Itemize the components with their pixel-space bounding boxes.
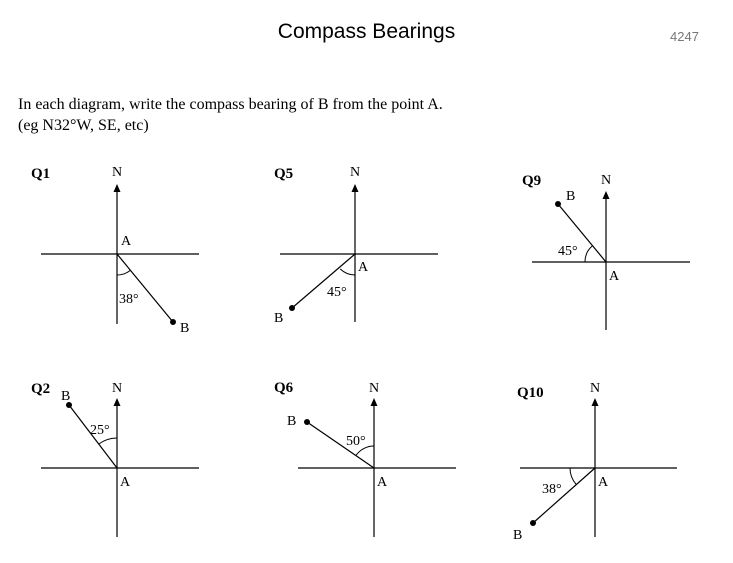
point-b-label: B xyxy=(566,189,576,204)
point-a-label: A xyxy=(598,475,609,490)
north-label: N xyxy=(111,165,123,180)
question-label: Q1 xyxy=(31,166,51,182)
point-b-label: B xyxy=(274,311,284,326)
point-b-dot xyxy=(530,520,536,526)
point-a-label: A xyxy=(609,269,620,284)
point-b-dot xyxy=(555,201,561,207)
instruction-line-2: (eg N32°W, SE, etc) xyxy=(18,117,149,134)
angle-label: 50° xyxy=(346,434,366,449)
diagram-q1 xyxy=(31,165,199,336)
point-b-dot xyxy=(304,419,310,425)
question-label: Q2 xyxy=(31,381,51,397)
question-label: Q5 xyxy=(274,166,294,182)
point-b-label: B xyxy=(180,321,190,336)
angle-label: 38° xyxy=(542,482,562,497)
angle-arc xyxy=(570,468,576,485)
worksheet-code: 4247 xyxy=(670,29,699,44)
bearing-line xyxy=(117,254,173,322)
point-b-label: B xyxy=(61,389,71,404)
angle-arc xyxy=(117,270,130,275)
angle-label: 45° xyxy=(558,244,578,259)
north-label: N xyxy=(349,165,361,180)
north-label: N xyxy=(600,173,612,188)
angle-arc xyxy=(340,269,355,275)
point-a-label: A xyxy=(121,234,132,249)
point-a-label: A xyxy=(120,475,131,490)
point-a-label: A xyxy=(358,260,369,275)
point-a-label: A xyxy=(377,475,388,490)
north-label: N xyxy=(111,381,123,396)
question-label: Q10 xyxy=(517,385,544,401)
point-b-label: B xyxy=(513,528,523,543)
north-label: N xyxy=(589,381,601,396)
page-title: Compass Bearings xyxy=(277,20,456,43)
diagram-q6 xyxy=(274,380,456,537)
north-label: N xyxy=(368,381,380,396)
instruction-line-1: In each diagram, write the compass bearing of B from the point A. xyxy=(18,96,443,113)
point-b-label: B xyxy=(287,414,297,429)
angle-label: 38° xyxy=(119,292,139,307)
point-b-dot xyxy=(289,305,295,311)
question-label: Q9 xyxy=(522,173,542,189)
angle-arc xyxy=(99,438,117,444)
angle-label: 25° xyxy=(90,423,110,438)
angle-arc xyxy=(585,246,593,262)
point-b-dot xyxy=(170,319,176,325)
question-label: Q6 xyxy=(274,380,294,396)
diagram-q2 xyxy=(31,381,199,537)
diagram-q5 xyxy=(274,165,438,326)
diagram-q10 xyxy=(513,381,677,543)
angle-label: 45° xyxy=(327,285,347,300)
diagram-q9 xyxy=(522,173,690,330)
